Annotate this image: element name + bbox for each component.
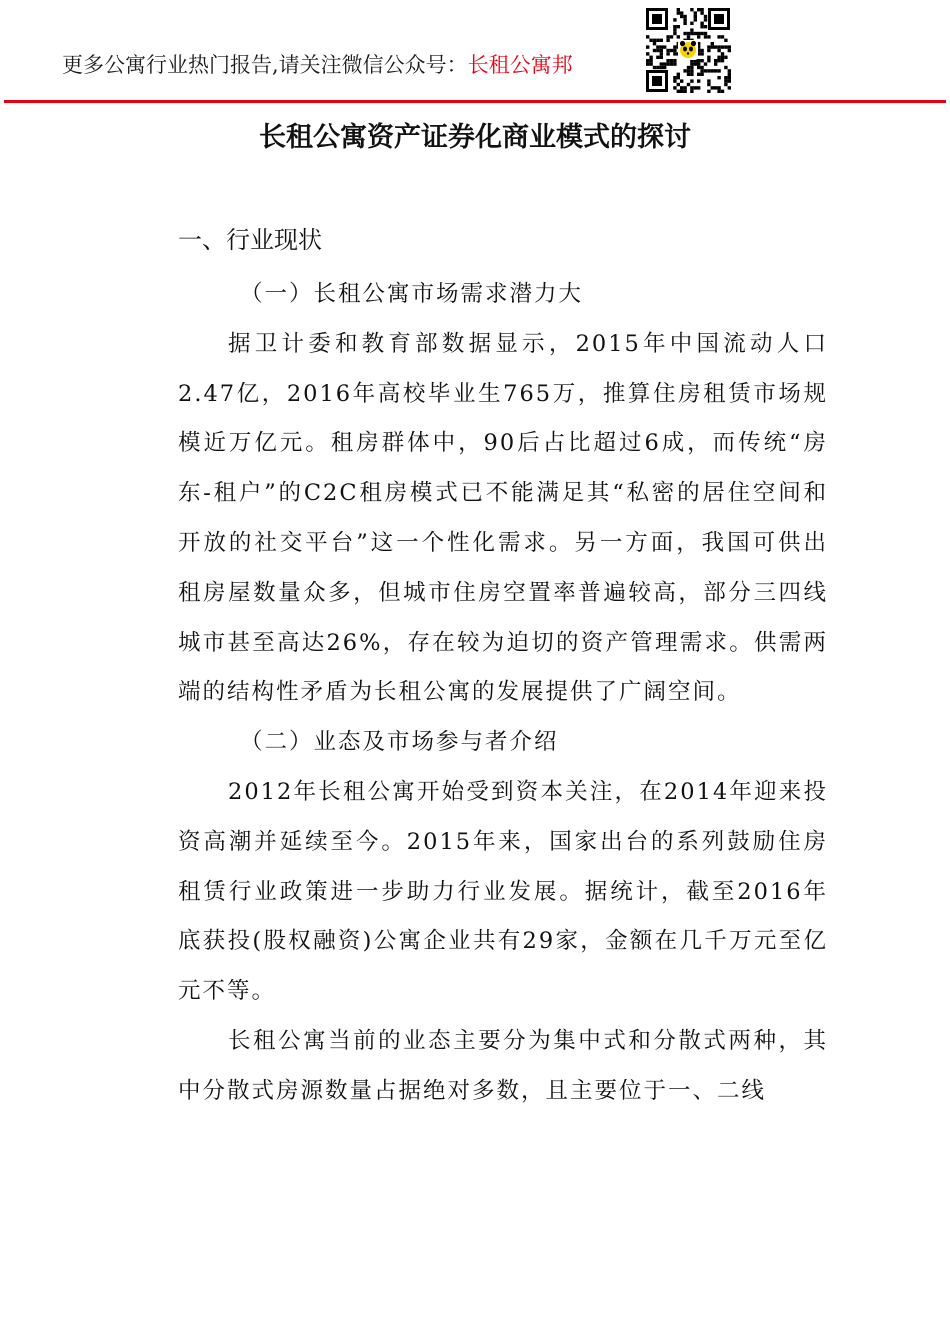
qr-code-icon xyxy=(644,6,732,94)
body-paragraph: 据卫计委和教育部数据显示，2015年中国流动人口2.47亿，2016年高校毕业生765万，推算住房租赁市场规模近万亿元。租房群体中，90后占比超过6成，而传统“房东-租户”的C2C租房模式已不能满足其“私密的居住空间和开放的社交平台”这一个性化需求。另一方面，我国可供出租房屋数量众多，但城市住房空置率普遍较高，部分三四线城市甚至高达26%，存在较为迫切的资产管理需求。供需两端的结构性矛盾为长租公寓的发展提供了广阔空间。 xyxy=(178,330,828,706)
panda-logo-icon xyxy=(678,40,698,60)
subsection-heading: （一）长租公寓市场需求潜力大 xyxy=(240,281,584,307)
section-heading: 一、行业现状 xyxy=(178,226,322,254)
subsection-heading: （二）业态及市场参与者介绍 xyxy=(240,729,559,756)
header-prefix: 更多公寓行业热门报告,请关注微信公众号： xyxy=(62,53,468,77)
document-body xyxy=(178,270,828,1117)
header-account: 长租公寓邦 xyxy=(467,53,573,77)
body-paragraph: 长租公寓当前的业态主要分为集中式和分散式两种，其中分散式房源数量占据绝对多数，且主要位于一、二线 xyxy=(178,1027,828,1104)
header-divider xyxy=(4,100,946,103)
header-banner xyxy=(62,50,573,80)
document-title: 长租公寓资产证券化商业模式的探讨 xyxy=(259,122,691,153)
body-paragraph: 2012年长租公寓开始受到资本关注，在2014年迎来投资高潮并延续至今。2015年来，国家出台的系列鼓励住房租赁行业政策进一步助力行业发展。据统计，截至2016年底获投(股权融资)公寓企业共有29家，金额在几千万元至亿元不等。 xyxy=(178,778,828,1005)
